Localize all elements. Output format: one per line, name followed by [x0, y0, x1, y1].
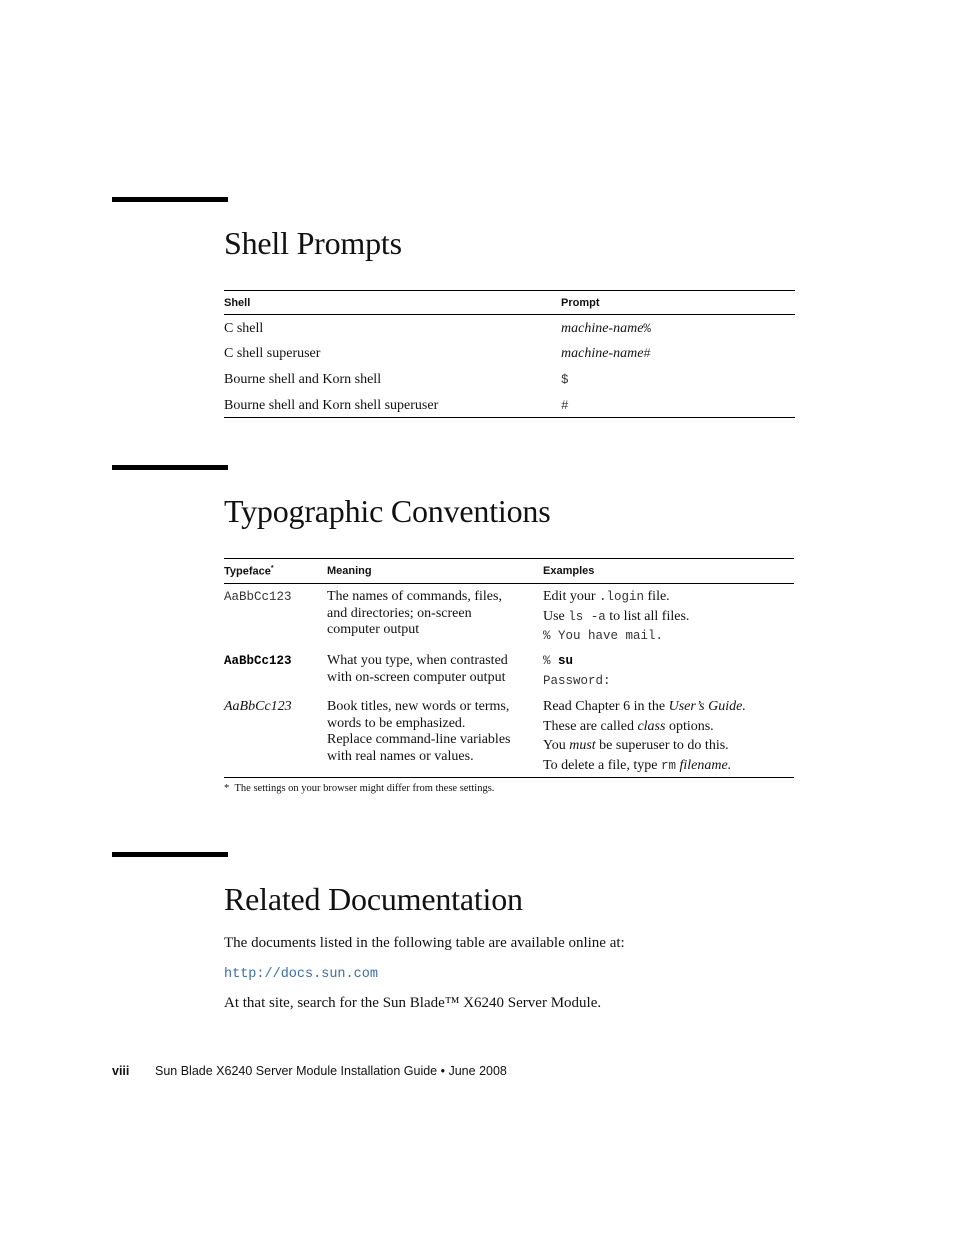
table-top-rule [224, 290, 795, 291]
running-footer: Sun Blade X6240 Server Module Installation Guide • June 2008 [155, 1064, 507, 1078]
docs-link[interactable]: http://docs.sun.com [224, 967, 378, 982]
table-header-rule [224, 583, 794, 584]
table-bottom-rule [224, 777, 794, 778]
column-header-examples: Examples [543, 565, 595, 577]
section-rule-bar [112, 197, 228, 202]
examples-cell: % su Password: [543, 654, 611, 688]
table-footnote: * The settings on your browser might differ from these settings. [224, 783, 495, 794]
table-row-prompt: # [561, 399, 569, 413]
page-number: viii [112, 1064, 130, 1078]
section-title-related-documentation: Related Documentation [224, 881, 523, 917]
table-bottom-rule [224, 417, 795, 418]
table-header-rule [224, 314, 795, 315]
column-header-typeface: Typeface* [224, 565, 274, 578]
related-note-text: At that site, search for the Sun Blade™ X6240 Server Module. [224, 995, 602, 1011]
examples-cell: Read Chapter 6 in the User’s Guide. These are called class options. You must be superuser to do this. To delete a file, type rm filename. [543, 699, 746, 773]
section-title-typographic-conventions: Typographic Conventions [224, 493, 551, 529]
table-row-shell: Bourne shell and Korn shell [224, 372, 382, 387]
table-row-shell: C shell [224, 321, 264, 336]
column-header-prompt: Prompt [561, 297, 600, 309]
meaning-cell: The names of commands, files, and directories; on-screen computer output [327, 589, 502, 637]
table-row-prompt: machine-name# [561, 346, 651, 361]
table-row-prompt: $ [561, 373, 569, 387]
section-title-shell-prompts: Shell Prompts [224, 225, 402, 261]
section-rule-bar [112, 465, 228, 470]
table-top-rule [224, 558, 794, 559]
section-rule-bar [112, 852, 228, 857]
table-row-shell: C shell superuser [224, 346, 321, 361]
column-header-meaning: Meaning [327, 565, 372, 577]
typeface-sample-italic: AaBbCc123 [224, 699, 292, 714]
typeface-sample-mono: AaBbCc123 [224, 590, 292, 604]
table-row-prompt: machine-name% [561, 321, 651, 336]
table-row-shell: Bourne shell and Korn shell superuser [224, 398, 439, 413]
examples-cell: Edit your .login file. Use ls -a to list all files. % You have mail. [543, 589, 690, 643]
meaning-cell: Book titles, new words or terms, words to be emphasized. Replace command-line variables with real names or values. [327, 699, 511, 764]
related-intro-text: The documents listed in the following table are available online at: [224, 935, 625, 951]
column-header-shell: Shell [224, 297, 251, 309]
typeface-sample-bold-mono: AaBbCc123 [224, 654, 292, 668]
meaning-cell: What you type, when contrasted with on-screen computer output [327, 653, 508, 685]
